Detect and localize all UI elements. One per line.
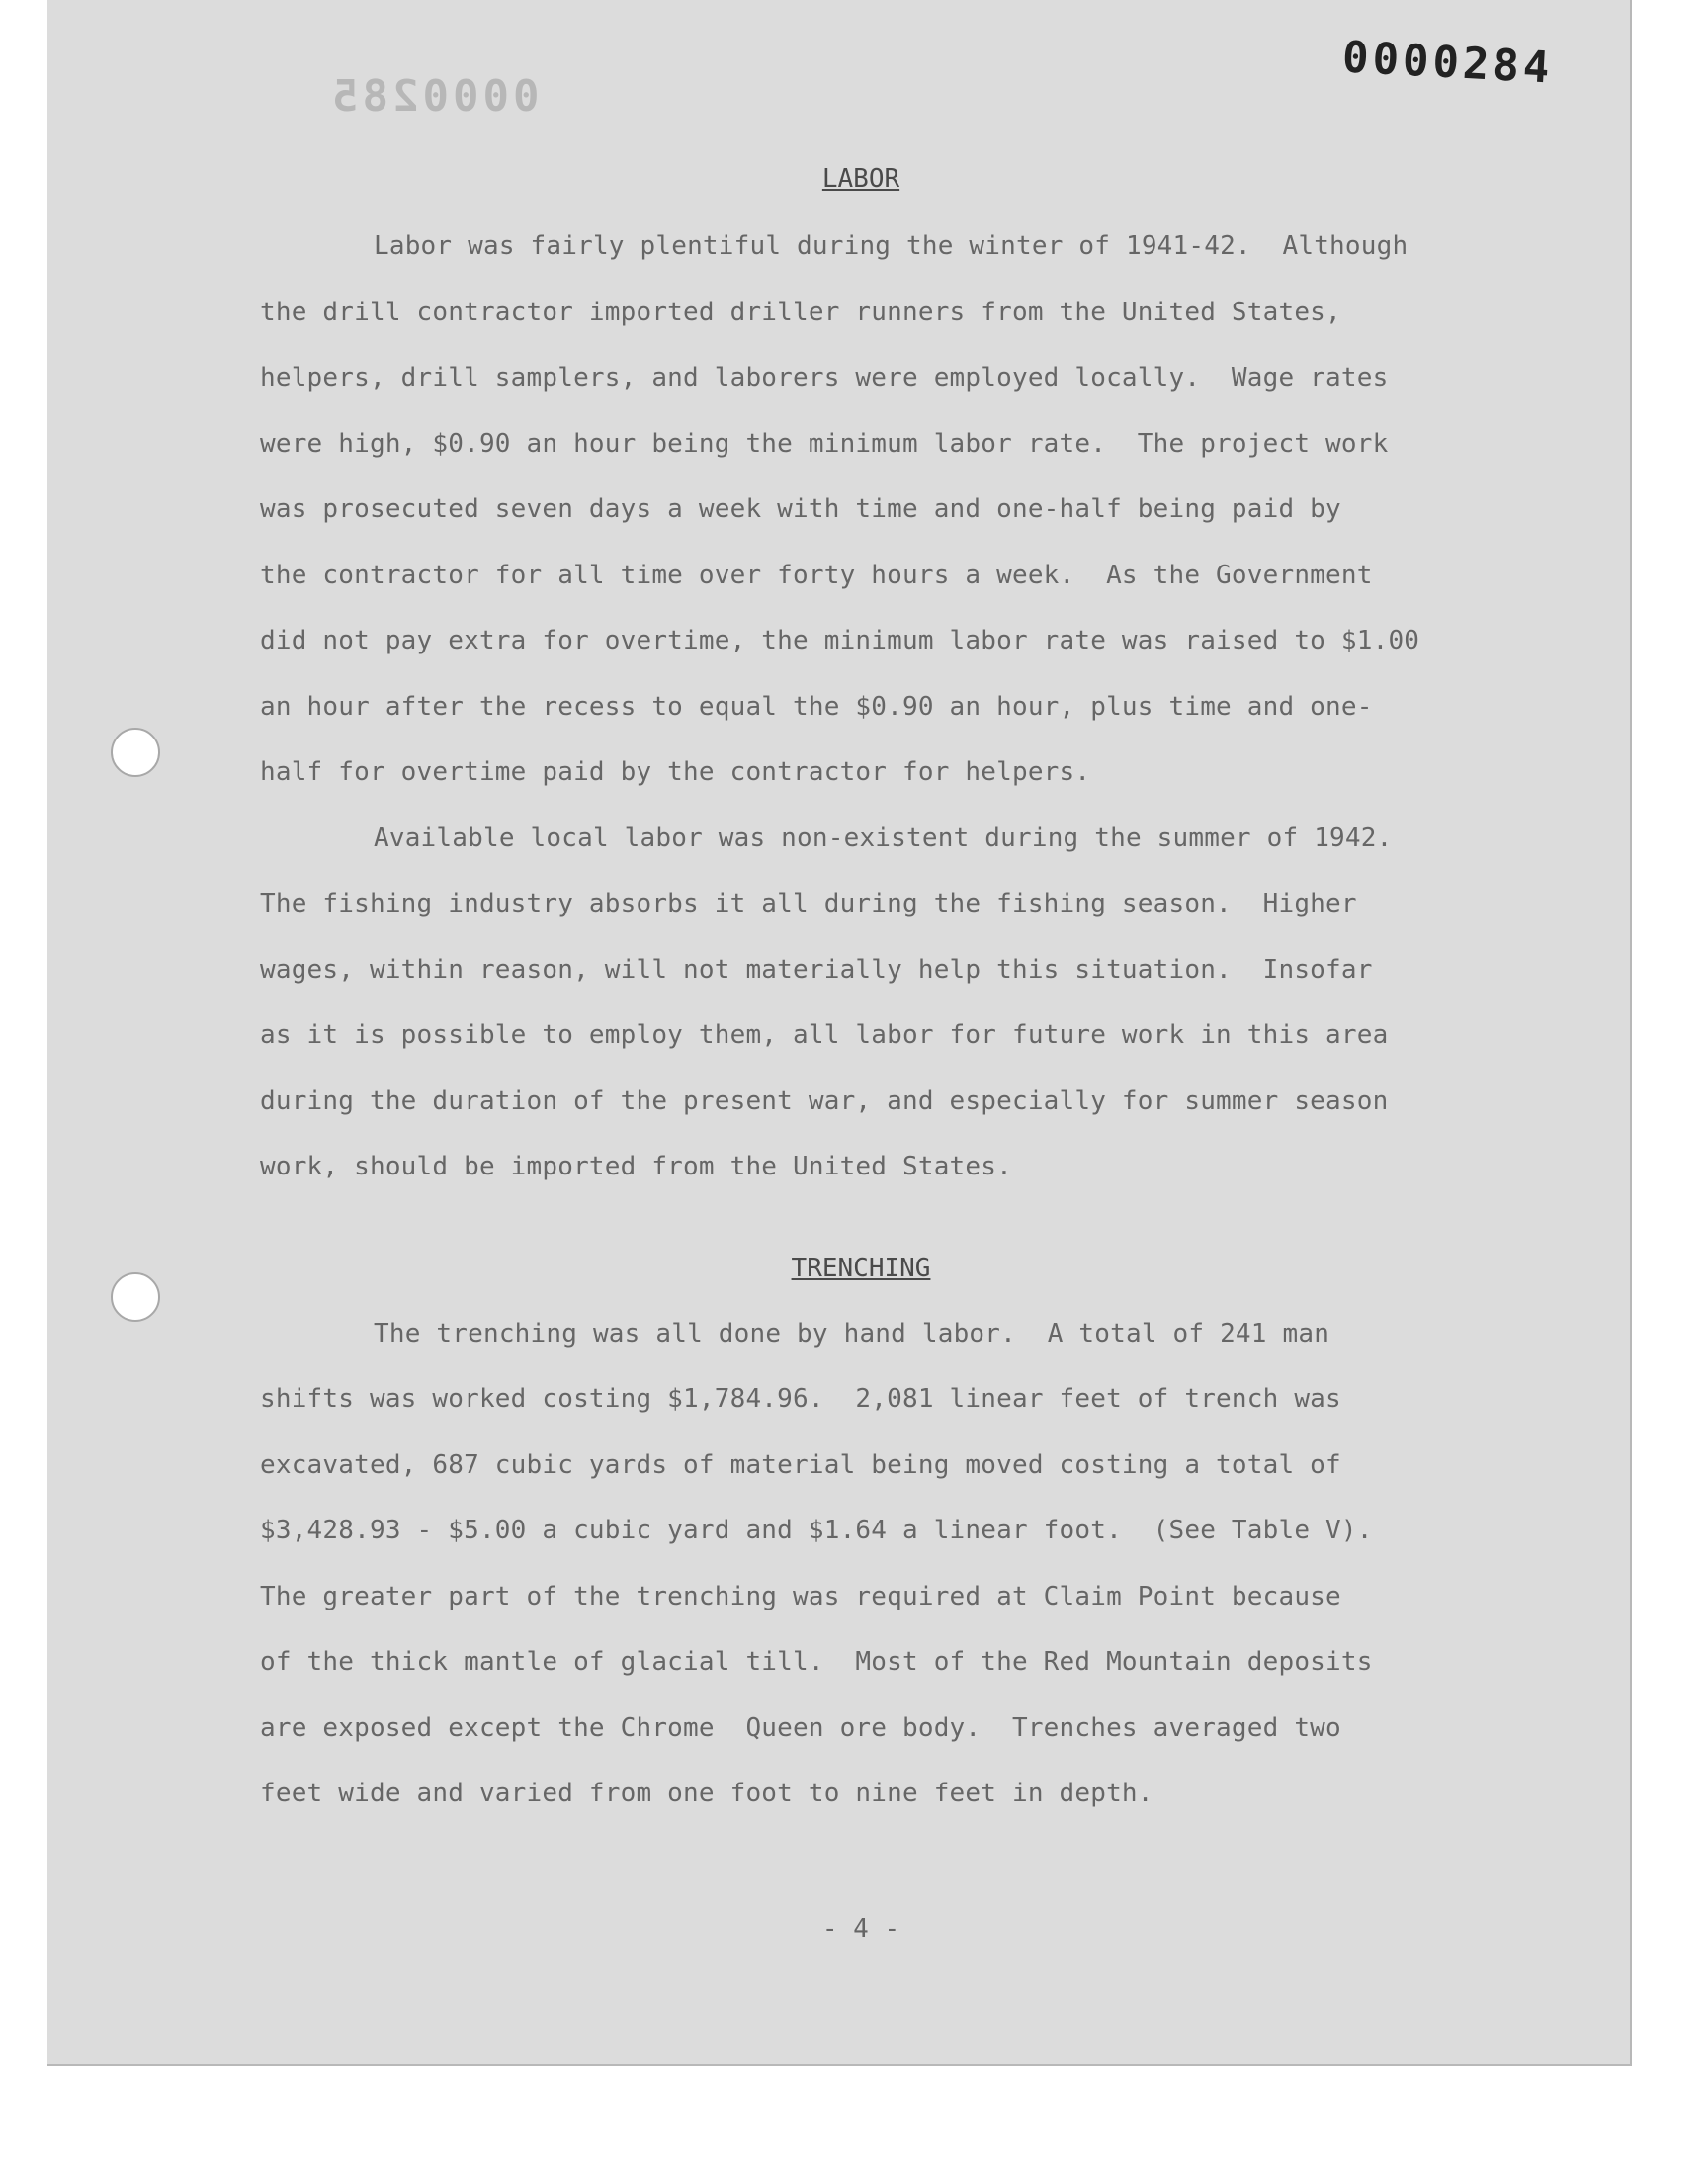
trenching-line: are exposed except the Chrome Queen ore body. Trenches averaged two: [260, 1713, 1341, 1743]
labor-line: were high, $0.90 an hour being the minimum labor rate. The project work: [260, 429, 1389, 459]
labor-line: Labor was fairly plentiful during the winter of 1941-42. Although: [374, 231, 1409, 261]
trenching-line: of the thick mantle of glacial till. Most of the Red Mountain deposits: [260, 1647, 1373, 1677]
labor-line: was prosecuted seven days a week with time and one-half being paid by: [260, 494, 1341, 524]
trenching-line: The greater part of the trenching was required at Claim Point because: [260, 1582, 1341, 1611]
trenching-line: $3,428.93 - $5.00 a cubic yard and $1.64 a linear foot. (See Table V).: [260, 1516, 1373, 1545]
page-number: - 4 -: [821, 1914, 900, 1944]
ghost-stamp-number: 0000285: [328, 71, 540, 122]
trenching-line: shifts was worked costing $1,784.96. 2,081 linear feet of trench was: [260, 1384, 1341, 1414]
labor-line: Available local labor was non-existent during the summer of 1942.: [374, 824, 1393, 853]
stamp-number: 0000284: [1340, 32, 1555, 94]
labor-line: helpers, drill samplers, and laborers were employed locally. Wage rates: [260, 363, 1389, 392]
labor-heading: LABOR: [821, 164, 900, 194]
labor-line: work, should be imported from the United States.: [260, 1152, 1012, 1181]
trenching-line: excavated, 687 cubic yards of material being moved costing a total of: [260, 1450, 1341, 1480]
labor-line: the contractor for all time over forty hours a week. As the Government: [260, 561, 1373, 590]
labor-line: half for overtime paid by the contractor for helpers.: [260, 757, 1091, 787]
labor-line: wages, within reason, will not materially help this situation. Insofar: [260, 955, 1373, 985]
labor-line: The fishing industry absorbs it all during the fishing season. Higher: [260, 889, 1357, 918]
trenching-line: The trenching was all done by hand labor. A total of 241 man: [374, 1319, 1330, 1348]
punch-hole-upper: [111, 728, 160, 777]
labor-line: an hour after the recess to equal the $0.90 an hour, plus time and one-: [260, 692, 1373, 722]
labor-line: the drill contractor imported driller runners from the United States,: [260, 298, 1341, 327]
labor-line: did not pay extra for overtime, the minimum labor rate was raised to $1.00: [260, 626, 1420, 655]
trenching-heading: TRENCHING: [791, 1254, 931, 1283]
trenching-line: feet wide and varied from one foot to nine feet in depth.: [260, 1779, 1153, 1808]
labor-line: during the duration of the present war, and especially for summer season: [260, 1087, 1389, 1116]
labor-line: as it is possible to employ them, all labor for future work in this area: [260, 1020, 1389, 1050]
